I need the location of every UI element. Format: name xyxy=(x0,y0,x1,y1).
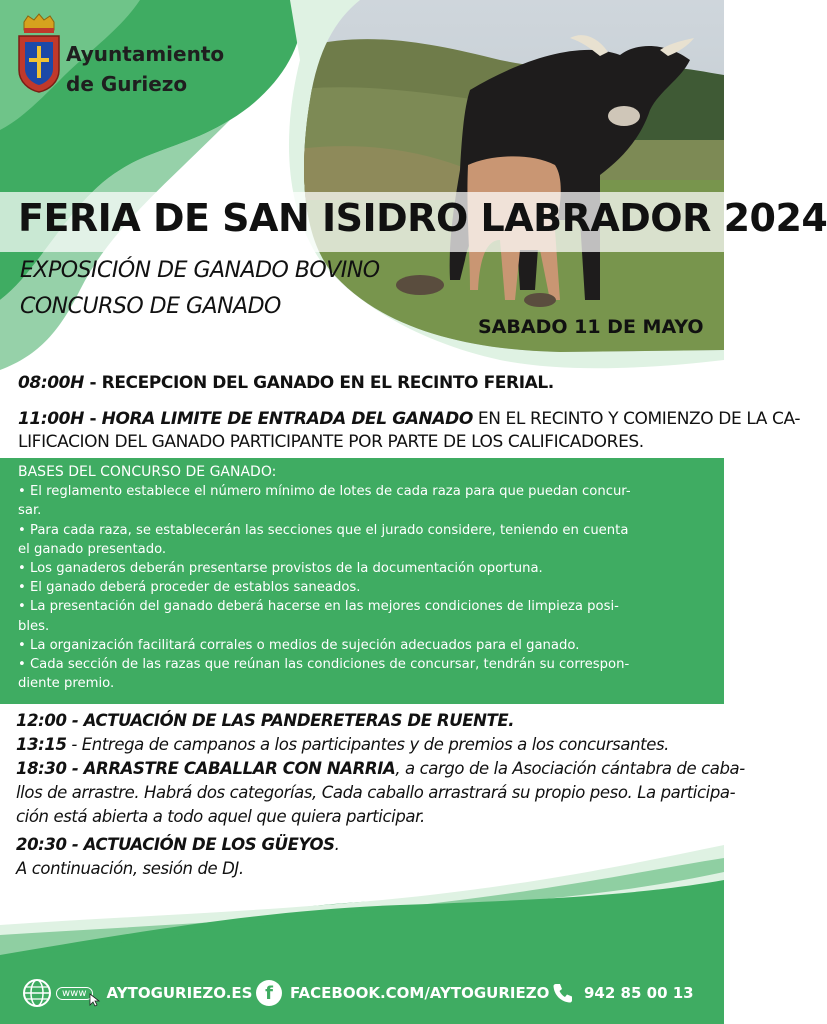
footer-web-text: AYTOGURIEZO.ES xyxy=(106,984,253,1002)
bases-heading: BASES DEL CONCURSO DE GANADO: xyxy=(18,464,277,480)
www-badge: www xyxy=(56,987,93,1000)
program-item-1315: 13:15 - Entrega de campanos a los participantes y de premios a los concursantes. xyxy=(16,735,669,754)
bases-line: • El reglamento establece el número mínimo de lotes de cada raza para que puedan concur- xyxy=(18,484,631,500)
program-item-1200: 12:00 - ACTUACIÓN DE LAS PANDERETERAS DE RUENTE. xyxy=(16,711,515,730)
logo-line1: Ayuntamiento xyxy=(66,42,225,66)
schedule-text-bold: HORA LIMITE DE ENTRADA DEL GANADO xyxy=(101,409,473,429)
bases-line: • La organización facilitará corrales o medios de sujeción adecuados para el ganado. xyxy=(18,637,580,653)
cattle-photo xyxy=(290,0,724,360)
schedule-time: 08:00H xyxy=(18,373,84,393)
program-item-dj: A continuación, sesión de DJ. xyxy=(16,859,244,878)
program-text: Entrega de campanos a los participantes y de premios a los concursantes. xyxy=(81,735,669,754)
bases-line: • El ganado deberá proceder de establos saneados. xyxy=(18,580,361,596)
phone-icon xyxy=(552,982,574,1004)
schedule-time: 11:00H xyxy=(18,409,84,429)
bases-line: • La presentación del ganado deberá hacerse en las mejores condiciones de limpieza posi- xyxy=(18,599,619,615)
program-text: , a cargo de la Asociación cántabra de caba- xyxy=(395,759,745,778)
bases-line: • Para cada raza, se establecerán las secciones que el jurado considere, teniendo en cuenta xyxy=(18,522,629,538)
program-text: ACTUACIÓN DE LAS PANDERETERAS DE RUENTE. xyxy=(83,711,515,730)
program-item-2030: 20:30 - ACTUACIÓN DE LOS GÜEYOS. xyxy=(16,835,340,854)
logo-line2: de Guriezo xyxy=(66,72,188,96)
footer-facebook[interactable] xyxy=(256,978,549,1008)
program-text-bold: ARRASTRE CABALLAR CON NARRIA xyxy=(83,759,396,778)
schedule-text: EN EL RECINTO Y COMIENZO DE LA CA- xyxy=(472,409,801,429)
schedule-item-1100: 11:00H - HORA LIMITE DE ENTRADA DEL GANADO EN EL RECINTO Y COMIENZO DE LA CA- xyxy=(18,409,801,429)
program-text: ACTUACIÓN DE LOS GÜEYOS xyxy=(83,835,335,854)
page-title: FERIA DE SAN ISIDRO LABRADOR 2024 xyxy=(18,196,827,240)
bases-line: sar. xyxy=(18,503,42,519)
event-date: SABADO 11 DE MAYO xyxy=(478,316,704,338)
program-item-1830-line3: ción está abierta a todo aquel que quiera participar. xyxy=(16,807,425,826)
bases-line: diente premio. xyxy=(18,676,115,692)
schedule-text: RECEPCION DEL GANADO EN EL RECINTO FERIAL. xyxy=(101,373,554,393)
bases-line: • Cada sección de las razas que reúnan las condiciones de concursar, tendrán su correspon- xyxy=(18,657,630,673)
footer-phone-text: 942 85 00 13 xyxy=(584,984,694,1002)
subtitle-exposicion: EXPOSICIÓN DE GANADO BOVINO xyxy=(20,258,380,283)
program-item-1830-line2: llos de arrastre. Habrá dos categorías, Cada caballo arrastrará su propio peso. La participa- xyxy=(16,783,736,802)
footer-phone[interactable] xyxy=(552,978,694,1008)
globe-icon xyxy=(22,978,52,1008)
coat-of-arms-icon xyxy=(16,14,62,94)
bases-line: el ganado presentado. xyxy=(18,541,167,557)
schedule-item-0800: 08:00H - RECEPCION DEL GANADO EN EL RECINTO FERIAL. xyxy=(18,373,554,393)
program-item-1830: 18:30 - ARRASTRE CABALLAR CON NARRIA, a cargo de la Asociación cántabra de caba- xyxy=(16,759,745,778)
bases-line: bles. xyxy=(18,618,50,634)
facebook-icon: f xyxy=(256,980,282,1006)
footer-web[interactable] xyxy=(22,978,252,1008)
cursor-icon xyxy=(89,993,101,1007)
subtitle-concurso: CONCURSO DE GANADO xyxy=(20,294,281,319)
bases-line: • Los ganaderos deberán presentarse provistos de la documentación oportuna. xyxy=(18,561,543,577)
bases-list xyxy=(18,463,718,693)
schedule-item-1100-line2: LIFICACION DEL GANADO PARTICIPANTE POR PARTE DE LOS CALIFICADORES. xyxy=(18,432,644,452)
footer-facebook-text: FACEBOOK.COM/AYTOGURIEZO xyxy=(290,984,550,1002)
